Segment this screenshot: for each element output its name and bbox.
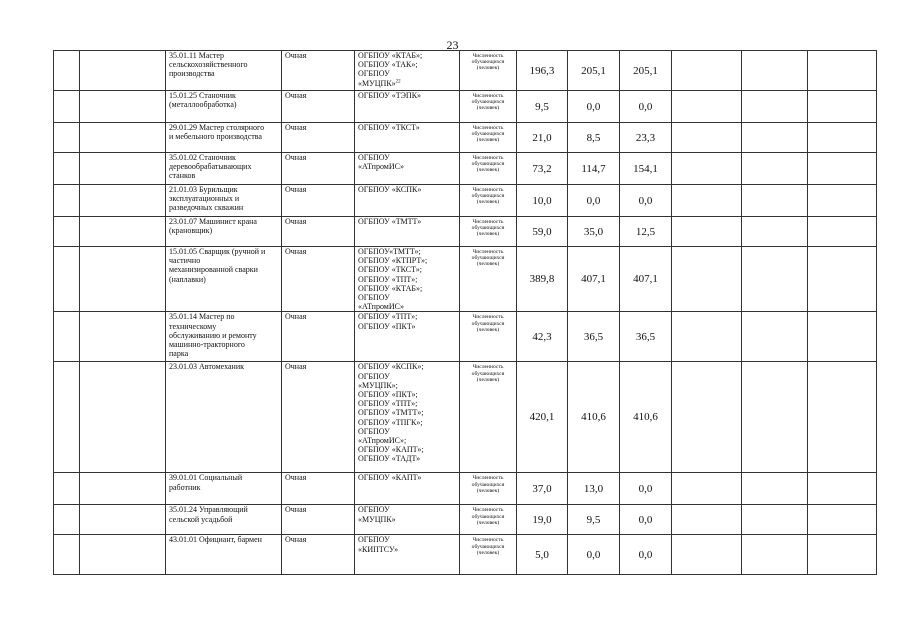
blank-cell bbox=[80, 505, 166, 535]
value-v3-cell: 12,5 bbox=[620, 217, 672, 247]
profession-line: сельскохозяйственного bbox=[169, 60, 248, 70]
value-v1-cell: 389,8 bbox=[517, 247, 568, 312]
value-v2-cell: 407,1 bbox=[568, 247, 620, 312]
indicator-line: Численность bbox=[472, 219, 504, 225]
study-form-cell: Очная bbox=[282, 505, 355, 535]
study-form-cell: Очная bbox=[282, 362, 355, 473]
value-v1-cell: 19,0 bbox=[517, 505, 568, 535]
organizations-cell bbox=[355, 247, 460, 312]
indicator-cell bbox=[460, 247, 517, 312]
blank-cell bbox=[54, 91, 80, 123]
organizations-cell bbox=[355, 505, 460, 535]
footnote-marker: 22 bbox=[395, 78, 401, 84]
profession-cell bbox=[166, 505, 282, 535]
study-form-cell: Очная bbox=[282, 91, 355, 123]
indicator-line: (человек) bbox=[476, 231, 500, 238]
profession-line: 15.01.25 Станочник bbox=[169, 91, 236, 100]
value-v2-cell: 0,0 bbox=[568, 91, 620, 123]
profession-cell bbox=[166, 362, 282, 473]
profession-line: 39.01.01 Социальный bbox=[169, 473, 243, 483]
value-v3-cell: 407,1 bbox=[620, 247, 672, 312]
profession-cell bbox=[166, 91, 282, 123]
organization-line: ОГБПОУ «ТМТТ»; bbox=[358, 408, 424, 418]
table-row bbox=[54, 362, 877, 473]
organization-line: ОГБПОУ «КТАБ»; bbox=[358, 51, 423, 60]
blank-cell bbox=[742, 123, 808, 153]
indicator-line: обучающихся bbox=[471, 513, 505, 520]
blank-cell bbox=[742, 505, 808, 535]
indicator-line: обучающихся bbox=[471, 59, 505, 66]
indicator-line: обучающихся bbox=[471, 131, 505, 138]
profession-cell bbox=[166, 247, 282, 312]
indicator-line: обучающихся bbox=[471, 320, 505, 327]
blank-cell bbox=[80, 247, 166, 312]
blank-cell bbox=[672, 217, 742, 247]
table-row bbox=[54, 473, 877, 505]
blank-cell bbox=[742, 312, 808, 362]
page-number: 23 bbox=[446, 38, 459, 52]
organization-line: ОГБПОУ bbox=[358, 153, 390, 162]
indicator-line: обучающихся bbox=[471, 225, 505, 232]
table-row bbox=[54, 217, 877, 247]
indicator-line: обучающихся bbox=[471, 193, 505, 200]
indicator-line: (человек) bbox=[476, 487, 500, 494]
value-v1-cell: 9,5 bbox=[517, 91, 568, 123]
table-row bbox=[54, 535, 877, 575]
blank-cell bbox=[742, 91, 808, 123]
profession-line: обслуживанию и ремонту bbox=[169, 330, 257, 340]
value-v2-cell: 13,0 bbox=[568, 473, 620, 505]
organization-line: ОГБПОУ bbox=[358, 426, 390, 436]
organization-line: ОГБПОУ «ТЭПК» bbox=[358, 91, 422, 100]
organizations-cell bbox=[355, 91, 460, 123]
blank-cell bbox=[54, 505, 80, 535]
profession-line: эксплуатационных и bbox=[169, 194, 240, 204]
profession-line: 23.01.07 Машинист крана bbox=[169, 217, 257, 226]
value-v3-cell: 154,1 bbox=[620, 153, 672, 185]
organization-line: «МУЦПК»$^{22}$ bbox=[358, 78, 401, 88]
value-v2-cell: 410,6 bbox=[568, 362, 620, 473]
study-form-cell: Очная bbox=[282, 51, 355, 91]
blank-cell bbox=[808, 473, 877, 505]
indicator-cell bbox=[460, 217, 517, 247]
indicator-cell bbox=[460, 312, 517, 362]
organization-line: ОГБПОУ «ТАК»; bbox=[358, 60, 418, 70]
indicator-line: Численность bbox=[472, 364, 504, 371]
blank-cell bbox=[742, 153, 808, 185]
study-form-cell: Очная bbox=[282, 217, 355, 247]
blank-cell bbox=[672, 123, 742, 153]
indicator-cell bbox=[460, 91, 517, 123]
indicator-line: (человек) bbox=[476, 199, 500, 206]
organizations-cell bbox=[355, 51, 460, 91]
value-v1-cell: 21,0 bbox=[517, 123, 568, 153]
blank-cell bbox=[54, 247, 80, 312]
blank-cell bbox=[742, 362, 808, 473]
organization-line: ОГБПОУ «КСПК»; bbox=[358, 362, 424, 372]
profession-line: 15.01.05 Сварщик (ручной и bbox=[169, 247, 266, 256]
profession-cell bbox=[166, 51, 282, 91]
indicator-line: Численность bbox=[472, 187, 504, 193]
profession-line: 21.01.03 Бурильщик bbox=[169, 185, 238, 194]
profession-line: 29.01.29 Мастер столярного bbox=[169, 123, 265, 132]
blank-cell bbox=[808, 217, 877, 247]
indicator-line: Численность bbox=[472, 53, 504, 59]
profession-line: производства bbox=[169, 69, 215, 79]
profession-cell bbox=[166, 153, 282, 185]
organization-line: ОГБПОУ «КТПРТ»; bbox=[358, 256, 428, 266]
blank-cell bbox=[54, 312, 80, 362]
indicator-line: Численность bbox=[472, 93, 504, 99]
profession-line: сельской усадьбой bbox=[169, 514, 233, 524]
value-v3-cell: 0,0 bbox=[620, 505, 672, 535]
profession-cell bbox=[166, 535, 282, 575]
blank-cell bbox=[54, 473, 80, 505]
organization-line: ОГБПОУ «КАПТ» bbox=[358, 473, 422, 483]
profession-line: парка bbox=[169, 349, 189, 359]
blank-cell bbox=[808, 362, 877, 473]
organizations-cell bbox=[355, 153, 460, 185]
profession-line: техническому bbox=[169, 321, 217, 331]
organization-line: ОГБПОУ «ТАДТ» bbox=[358, 454, 421, 464]
profession-line: деревообрабатывающих bbox=[169, 162, 252, 172]
blank-cell bbox=[80, 217, 166, 247]
indicator-cell bbox=[460, 185, 517, 217]
profession-line: 43.01.01 Официант, бармен bbox=[169, 535, 262, 545]
study-form-cell: Очная bbox=[282, 123, 355, 153]
blank-cell bbox=[808, 505, 877, 535]
blank-cell bbox=[672, 535, 742, 575]
study-form-cell: Очная bbox=[282, 185, 355, 217]
profession-line: (металлообработка) bbox=[169, 100, 237, 110]
organization-line: ОГБПОУ «КСПК» bbox=[358, 185, 422, 194]
blank-cell bbox=[742, 217, 808, 247]
value-v1-cell: 37,0 bbox=[517, 473, 568, 505]
indicator-line: обучающихся bbox=[471, 481, 505, 488]
blank-cell bbox=[672, 91, 742, 123]
profession-line: механизированной сварки bbox=[169, 265, 258, 275]
organization-line: ОГБПОУ «ПКТ» bbox=[358, 321, 416, 331]
blank-cell bbox=[54, 123, 80, 153]
blank-cell bbox=[808, 91, 877, 123]
blank-cell bbox=[742, 185, 808, 217]
blank-cell bbox=[672, 473, 742, 505]
indicator-line: (человек) bbox=[476, 376, 500, 383]
blank-cell bbox=[742, 535, 808, 575]
study-form-cell: Очная bbox=[282, 473, 355, 505]
blank-cell bbox=[80, 312, 166, 362]
blank-cell bbox=[80, 185, 166, 217]
indicator-line: Численность bbox=[472, 314, 504, 321]
organization-line: ОГБПОУ «ТКСТ» bbox=[358, 123, 420, 132]
blank-cell bbox=[808, 247, 877, 312]
blank-cell bbox=[80, 473, 166, 505]
profession-line: (наплавки) bbox=[169, 274, 206, 284]
organization-line: «МУЦПК»; bbox=[358, 380, 398, 390]
indicator-line: (человек) bbox=[476, 549, 500, 556]
organization-line: ОГБПОУ «ТМТТ» bbox=[358, 217, 422, 226]
profession-line: и мебельного производства bbox=[169, 132, 262, 142]
profession-cell bbox=[166, 473, 282, 505]
table-row bbox=[54, 505, 877, 535]
table-row bbox=[54, 185, 877, 217]
profession-line: 35.01.24 Управляющий bbox=[169, 505, 248, 515]
blank-cell bbox=[80, 123, 166, 153]
value-v1-cell: 5,0 bbox=[517, 535, 568, 575]
study-form-cell: Очная bbox=[282, 312, 355, 362]
organization-line: ОГБПОУ «ТКСТ»; bbox=[358, 265, 423, 275]
blank-cell bbox=[808, 123, 877, 153]
profession-line: частично bbox=[169, 256, 201, 266]
organization-line: ОГБПОУ «ПКТ»; bbox=[358, 390, 418, 400]
indicator-line: (человек) bbox=[476, 105, 500, 112]
profession-cell bbox=[166, 123, 282, 153]
profession-line: работник bbox=[169, 482, 201, 492]
table-row bbox=[54, 247, 877, 312]
value-v1-cell: 59,0 bbox=[517, 217, 568, 247]
blank-cell bbox=[808, 535, 877, 575]
blank-cell bbox=[80, 362, 166, 473]
organization-line: ОГБПОУ «КТАБ»; bbox=[358, 283, 423, 293]
profession-cell bbox=[166, 312, 282, 362]
organizations-cell bbox=[355, 185, 460, 217]
table-row bbox=[54, 153, 877, 185]
table-row bbox=[54, 91, 877, 123]
data-table bbox=[53, 50, 877, 575]
indicator-line: Численность bbox=[472, 537, 504, 544]
organization-line: «МУЦПК» bbox=[358, 514, 396, 524]
study-form-cell: Очная bbox=[282, 535, 355, 575]
indicator-line: (человек) bbox=[476, 519, 500, 526]
organization-line: ОГБПОУ «ТПТ»; bbox=[358, 399, 418, 409]
indicator-line: обучающихся bbox=[471, 543, 505, 550]
blank-cell bbox=[672, 362, 742, 473]
organization-line: ОГБПОУ bbox=[358, 505, 390, 515]
profession-cell bbox=[166, 185, 282, 217]
blank-cell bbox=[80, 91, 166, 123]
indicator-line: обучающихся bbox=[471, 255, 505, 262]
blank-cell bbox=[672, 247, 742, 312]
profession-line: 35.01.11 Мастер bbox=[169, 51, 224, 60]
value-v3-cell: 23,3 bbox=[620, 123, 672, 153]
value-v2-cell: 8,5 bbox=[568, 123, 620, 153]
organization-line: «АТпромИС»; bbox=[358, 436, 407, 446]
indicator-cell bbox=[460, 473, 517, 505]
indicator-line: обучающихся bbox=[471, 370, 505, 377]
indicator-line: Численность bbox=[472, 155, 504, 161]
indicator-line: (человек) bbox=[476, 261, 500, 268]
value-v3-cell: 410,6 bbox=[620, 362, 672, 473]
table-row bbox=[54, 123, 877, 153]
blank-cell bbox=[808, 153, 877, 185]
blank-cell bbox=[808, 51, 877, 91]
value-v3-cell: 0,0 bbox=[620, 473, 672, 505]
blank-cell bbox=[54, 51, 80, 91]
blank-cell bbox=[54, 217, 80, 247]
organization-line: ОГБПОУ «КАПТ»; bbox=[358, 445, 424, 455]
table-row bbox=[54, 312, 877, 362]
indicator-cell bbox=[460, 153, 517, 185]
indicator-line: (человек) bbox=[476, 137, 500, 144]
organization-line: ОГБПОУ«ТМТТ»; bbox=[358, 247, 421, 256]
blank-cell bbox=[80, 535, 166, 575]
indicator-line: (человек) bbox=[476, 326, 500, 333]
organization-line: ОГБПОУ bbox=[358, 69, 390, 79]
organization-line: ОГБПОУ bbox=[358, 535, 390, 545]
blank-cell bbox=[742, 247, 808, 312]
indicator-line: (человек) bbox=[476, 65, 500, 72]
indicator-line: Численность bbox=[472, 249, 504, 255]
blank-cell bbox=[54, 362, 80, 473]
organizations-cell bbox=[355, 123, 460, 153]
indicator-cell bbox=[460, 123, 517, 153]
value-v1-cell: 73,2 bbox=[517, 153, 568, 185]
profession-cell bbox=[166, 217, 282, 247]
organization-line: «КИПТСУ» bbox=[358, 544, 399, 554]
blank-cell bbox=[80, 51, 166, 91]
blank-cell bbox=[808, 185, 877, 217]
value-v2-cell: 205,1 bbox=[568, 51, 620, 91]
value-v2-cell: 35,0 bbox=[568, 217, 620, 247]
organizations-cell bbox=[355, 217, 460, 247]
blank-cell bbox=[672, 505, 742, 535]
blank-cell bbox=[54, 535, 80, 575]
indicator-line: (человек) bbox=[476, 167, 500, 174]
value-v2-cell: 9,5 bbox=[568, 505, 620, 535]
value-v3-cell: 0,0 bbox=[620, 535, 672, 575]
organizations-cell bbox=[355, 535, 460, 575]
blank-cell bbox=[672, 312, 742, 362]
value-v3-cell: 205,1 bbox=[620, 51, 672, 91]
blank-cell bbox=[672, 51, 742, 91]
organizations-cell bbox=[355, 362, 460, 473]
organization-line: «АТпромИС» bbox=[358, 162, 404, 172]
table-row bbox=[54, 51, 877, 91]
value-v1-cell: 196,3 bbox=[517, 51, 568, 91]
blank-cell bbox=[54, 153, 80, 185]
profession-line: станков bbox=[169, 171, 196, 181]
blank-cell bbox=[742, 51, 808, 91]
indicator-line: обучающихся bbox=[471, 99, 505, 106]
profession-line: (крановщик) bbox=[169, 226, 213, 236]
indicator-cell bbox=[460, 51, 517, 91]
value-v1-cell: 10,0 bbox=[517, 185, 568, 217]
study-form-cell: Очная bbox=[282, 247, 355, 312]
value-v2-cell: 0,0 bbox=[568, 185, 620, 217]
value-v3-cell: 0,0 bbox=[620, 91, 672, 123]
blank-cell bbox=[672, 185, 742, 217]
organization-line: ОГБПОУ bbox=[358, 371, 390, 381]
organization-line: ОГБПОУ bbox=[358, 293, 390, 303]
indicator-line: обучающихся bbox=[471, 161, 505, 168]
value-v2-cell: 0,0 bbox=[568, 535, 620, 575]
value-v2-cell: 114,7 bbox=[568, 153, 620, 185]
organization-line: ОГБПОУ «ТПТ»; bbox=[358, 274, 418, 284]
study-form-cell: Очная bbox=[282, 153, 355, 185]
indicator-cell bbox=[460, 362, 517, 473]
profession-line: машинно-тракторного bbox=[169, 340, 245, 350]
organization-line: ОГБПОУ «ТПТ»; bbox=[358, 312, 418, 322]
organization-line: «АТпромИС» bbox=[358, 302, 404, 312]
organizations-cell bbox=[355, 312, 460, 362]
indicator-line: Численность bbox=[472, 475, 504, 482]
value-v3-cell: 0,0 bbox=[620, 185, 672, 217]
blank-cell bbox=[672, 153, 742, 185]
profession-line: разведочных скважин bbox=[169, 203, 244, 213]
profession-line: 35.01.02 Станочник bbox=[169, 153, 236, 162]
value-v1-cell: 420,1 bbox=[517, 362, 568, 473]
indicator-cell bbox=[460, 535, 517, 575]
profession-line: 35.01.14 Мастер по bbox=[169, 312, 235, 322]
organizations-cell bbox=[355, 473, 460, 505]
blank-cell bbox=[808, 312, 877, 362]
indicator-line: Численность bbox=[472, 507, 504, 514]
blank-cell bbox=[742, 473, 808, 505]
indicator-cell bbox=[460, 505, 517, 535]
blank-cell bbox=[80, 153, 166, 185]
profession-line: 23.01.03 Автомеханик bbox=[169, 362, 244, 372]
value-v3-cell: 36,5 bbox=[620, 312, 672, 362]
blank-cell bbox=[54, 185, 80, 217]
value-v2-cell: 36,5 bbox=[568, 312, 620, 362]
indicator-line: Численность bbox=[472, 125, 504, 131]
value-v1-cell: 42,3 bbox=[517, 312, 568, 362]
organization-line: ОГБПОУ «ТПГК»; bbox=[358, 417, 423, 427]
